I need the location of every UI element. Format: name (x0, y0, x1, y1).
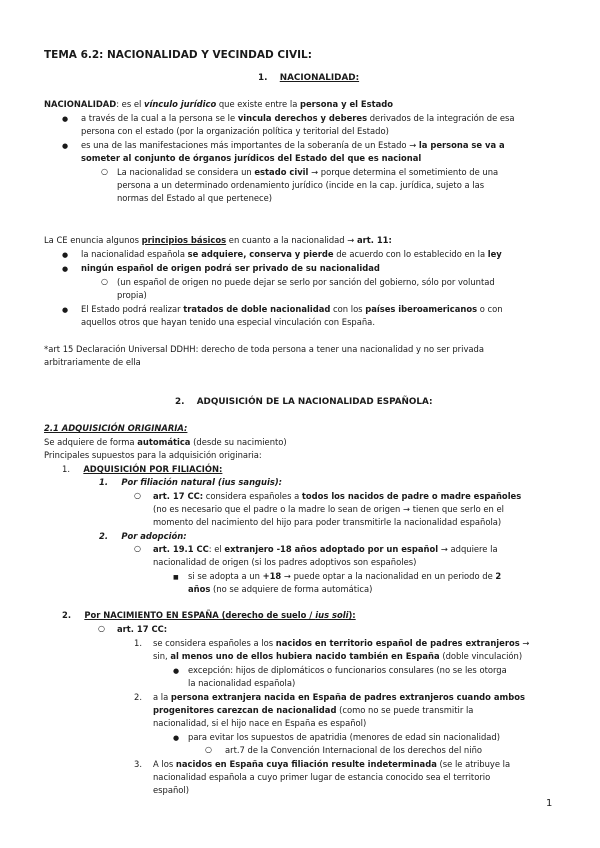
square-bullet-icon: ■ (173, 574, 179, 581)
numbered-subheading: 1. Por filiación natural (ius sanguis): (99, 477, 283, 487)
bullet-icon: ● (62, 306, 69, 314)
circle-bullet-icon: ○ (101, 277, 108, 286)
subsection-heading: 2.1 ADQUISICIÓN ORIGINARIA: (44, 423, 188, 433)
list-item: art. 17 CC: (117, 624, 168, 634)
footnote: *art 15 Declaración Universal DDHH: derecho de toda persona a tener una nacionalidad y no ser privada (44, 344, 484, 354)
numbered-item-continuation: sin, al menos uno de ellos hubiera nacido también en España (doble vinculación) (153, 651, 523, 661)
numbered-item-continuation: nacionalidad, si el hijo nace en España es español) (153, 718, 367, 728)
circle-bullet-icon: ○ (134, 544, 141, 553)
paragraph: Principales supuestos para la adquisición originaria: (44, 450, 262, 460)
numbered-subheading: 2. Por adopción: (99, 531, 187, 541)
list-item-continuation: someter al conjunto de órganos jurídicos del Estado del que es nacional (81, 153, 422, 163)
bullet-icon: ● (62, 265, 69, 273)
numbered-item-continuation: español) (153, 785, 189, 795)
section-title: ADQUISICIÓN DE LA NACIONALIDAD ESPAÑOLA: (196, 397, 433, 407)
numbered-item-continuation: nacionalidad española a cuyo primer lugar de estancia conocido sea el territorio (153, 772, 491, 782)
list-item-continuation: persona a un determinado ordenamiento jurídico (incide en la cap. jurídica, sujeto a las (117, 180, 485, 190)
footnote-continuation: arbitrariamente de ella (44, 357, 141, 367)
numbered-item-number: 3. (134, 759, 142, 769)
list-item: para evitar los supuestos de apatridia (menores de edad sin nacionalidad) (188, 732, 501, 742)
numbered-item-number: 1. (134, 638, 142, 648)
list-item: art.7 de la Convención Internacional de los derechos del niño (225, 745, 482, 755)
bullet-icon: ● (62, 251, 69, 259)
list-item-continuation: años (no se adquiere de forma automática) (188, 584, 373, 594)
list-item-continuation: momento del nacimiento del hijo para poder transmitirle la nacionalidad española) (153, 517, 502, 527)
page-number: 1 (546, 798, 553, 809)
list-item: la nacionalidad española se adquiere, conserva y pierde de acuerdo con lo establecido en la ley (81, 249, 502, 259)
list-item-continuation: propia) (117, 290, 147, 300)
bullet-icon: ● (62, 142, 69, 150)
list-item: (un español de origen no puede dejar se serlo por sanción del gobierno, sólo por voluntad (117, 277, 495, 287)
list-item-continuation: la nacionalidad española) (188, 678, 296, 688)
bullet-icon: ● (173, 667, 180, 675)
section-number: 1. (258, 73, 268, 83)
numbered-item-number: 2. (134, 692, 142, 702)
list-item-continuation: (no es necesario que el padre o la madre lo sean de origen → tienen que serlo en el (153, 504, 504, 514)
circle-bullet-icon: ○ (134, 491, 141, 500)
list-item: si se adopta a un +18 → puede optar a la nacionalidad en un periodo de 2 (188, 571, 502, 581)
circle-bullet-icon: ○ (101, 167, 108, 176)
bullet-icon: ● (173, 734, 180, 742)
numbered-item: A los nacidos en España cuya filiación resulte indeterminada (se le atribuye la (153, 759, 511, 769)
numbered-heading: 2. Por NACIMIENTO EN ESPAÑA (derecho de suelo / ius soli): (62, 610, 356, 620)
section-number: 2. (175, 397, 185, 407)
definition-line: NACIONALIDAD: es el vínculo jurídico que existe entre la persona y el Estado (44, 99, 394, 109)
list-item: El Estado podrá realizar tratados de doble nacionalidad con los países iberoamericanos o con (81, 304, 503, 314)
numbered-item: a la persona extranjera nacida en España de padres extranjeros cuando ambos (153, 692, 525, 702)
list-item-continuation: nacionalidad de origen (si los padres adoptivos son españoles) (153, 557, 417, 567)
list-item: art. 19.1 CC: el extranjero -18 años adoptado por un español → adquiere la (153, 544, 498, 554)
bullet-icon: ● (62, 115, 69, 123)
ce-principles-line: La CE enuncia algunos principios básicos en cuanto a la nacionalidad → art. 11: (44, 235, 392, 245)
numbered-heading: 1. ADQUISICIÓN POR FILIACIÓN: (62, 464, 223, 474)
paragraph: Se adquiere de forma automática (desde su nacimiento) (44, 437, 287, 447)
numbered-item-continuation: progenitores carezcan de nacionalidad (como no se puede transmitir la (153, 705, 474, 715)
list-item: art. 17 CC: considera españoles a todos los nacidos de padre o madre españoles (153, 491, 522, 501)
list-item-continuation: persona con el estado (por la organización política y teritorial del Estado) (81, 126, 389, 136)
circle-bullet-icon: ○ (98, 624, 105, 633)
list-item: ningún español de origen podrá ser privado de su nacionalidad (81, 263, 380, 273)
list-item: a través de la cual a la persona se le vincula derechos y deberes derivados de la integración de esa (81, 113, 515, 123)
list-item: es una de las manifestaciones más importantes de la soberanía de un Estado → la persona se va a (81, 140, 505, 150)
section-2-heading (175, 396, 432, 409)
section-title: NACIONALIDAD: (279, 73, 360, 83)
circle-bullet-icon: ○ (205, 745, 212, 754)
numbered-item: se considera españoles a los nacidos en territorio español de padres extranjeros → (153, 638, 530, 648)
list-item-continuation: aquellos otros que hayan tenido una especial vinculación con España. (81, 317, 375, 327)
list-item-continuation: normas del Estado al que pertenece) (117, 193, 273, 203)
document-title: TEMA 6.2: NACIONALIDAD Y VECINDAD CIVIL: (44, 49, 312, 61)
list-item: excepción: hijos de diplomáticos o funcionarios consulares (no se les otorga (188, 665, 507, 675)
list-item: La nacionalidad se considera un estado civil → porque determina el sometimiento de una (117, 167, 499, 177)
section-1-heading (258, 72, 359, 85)
